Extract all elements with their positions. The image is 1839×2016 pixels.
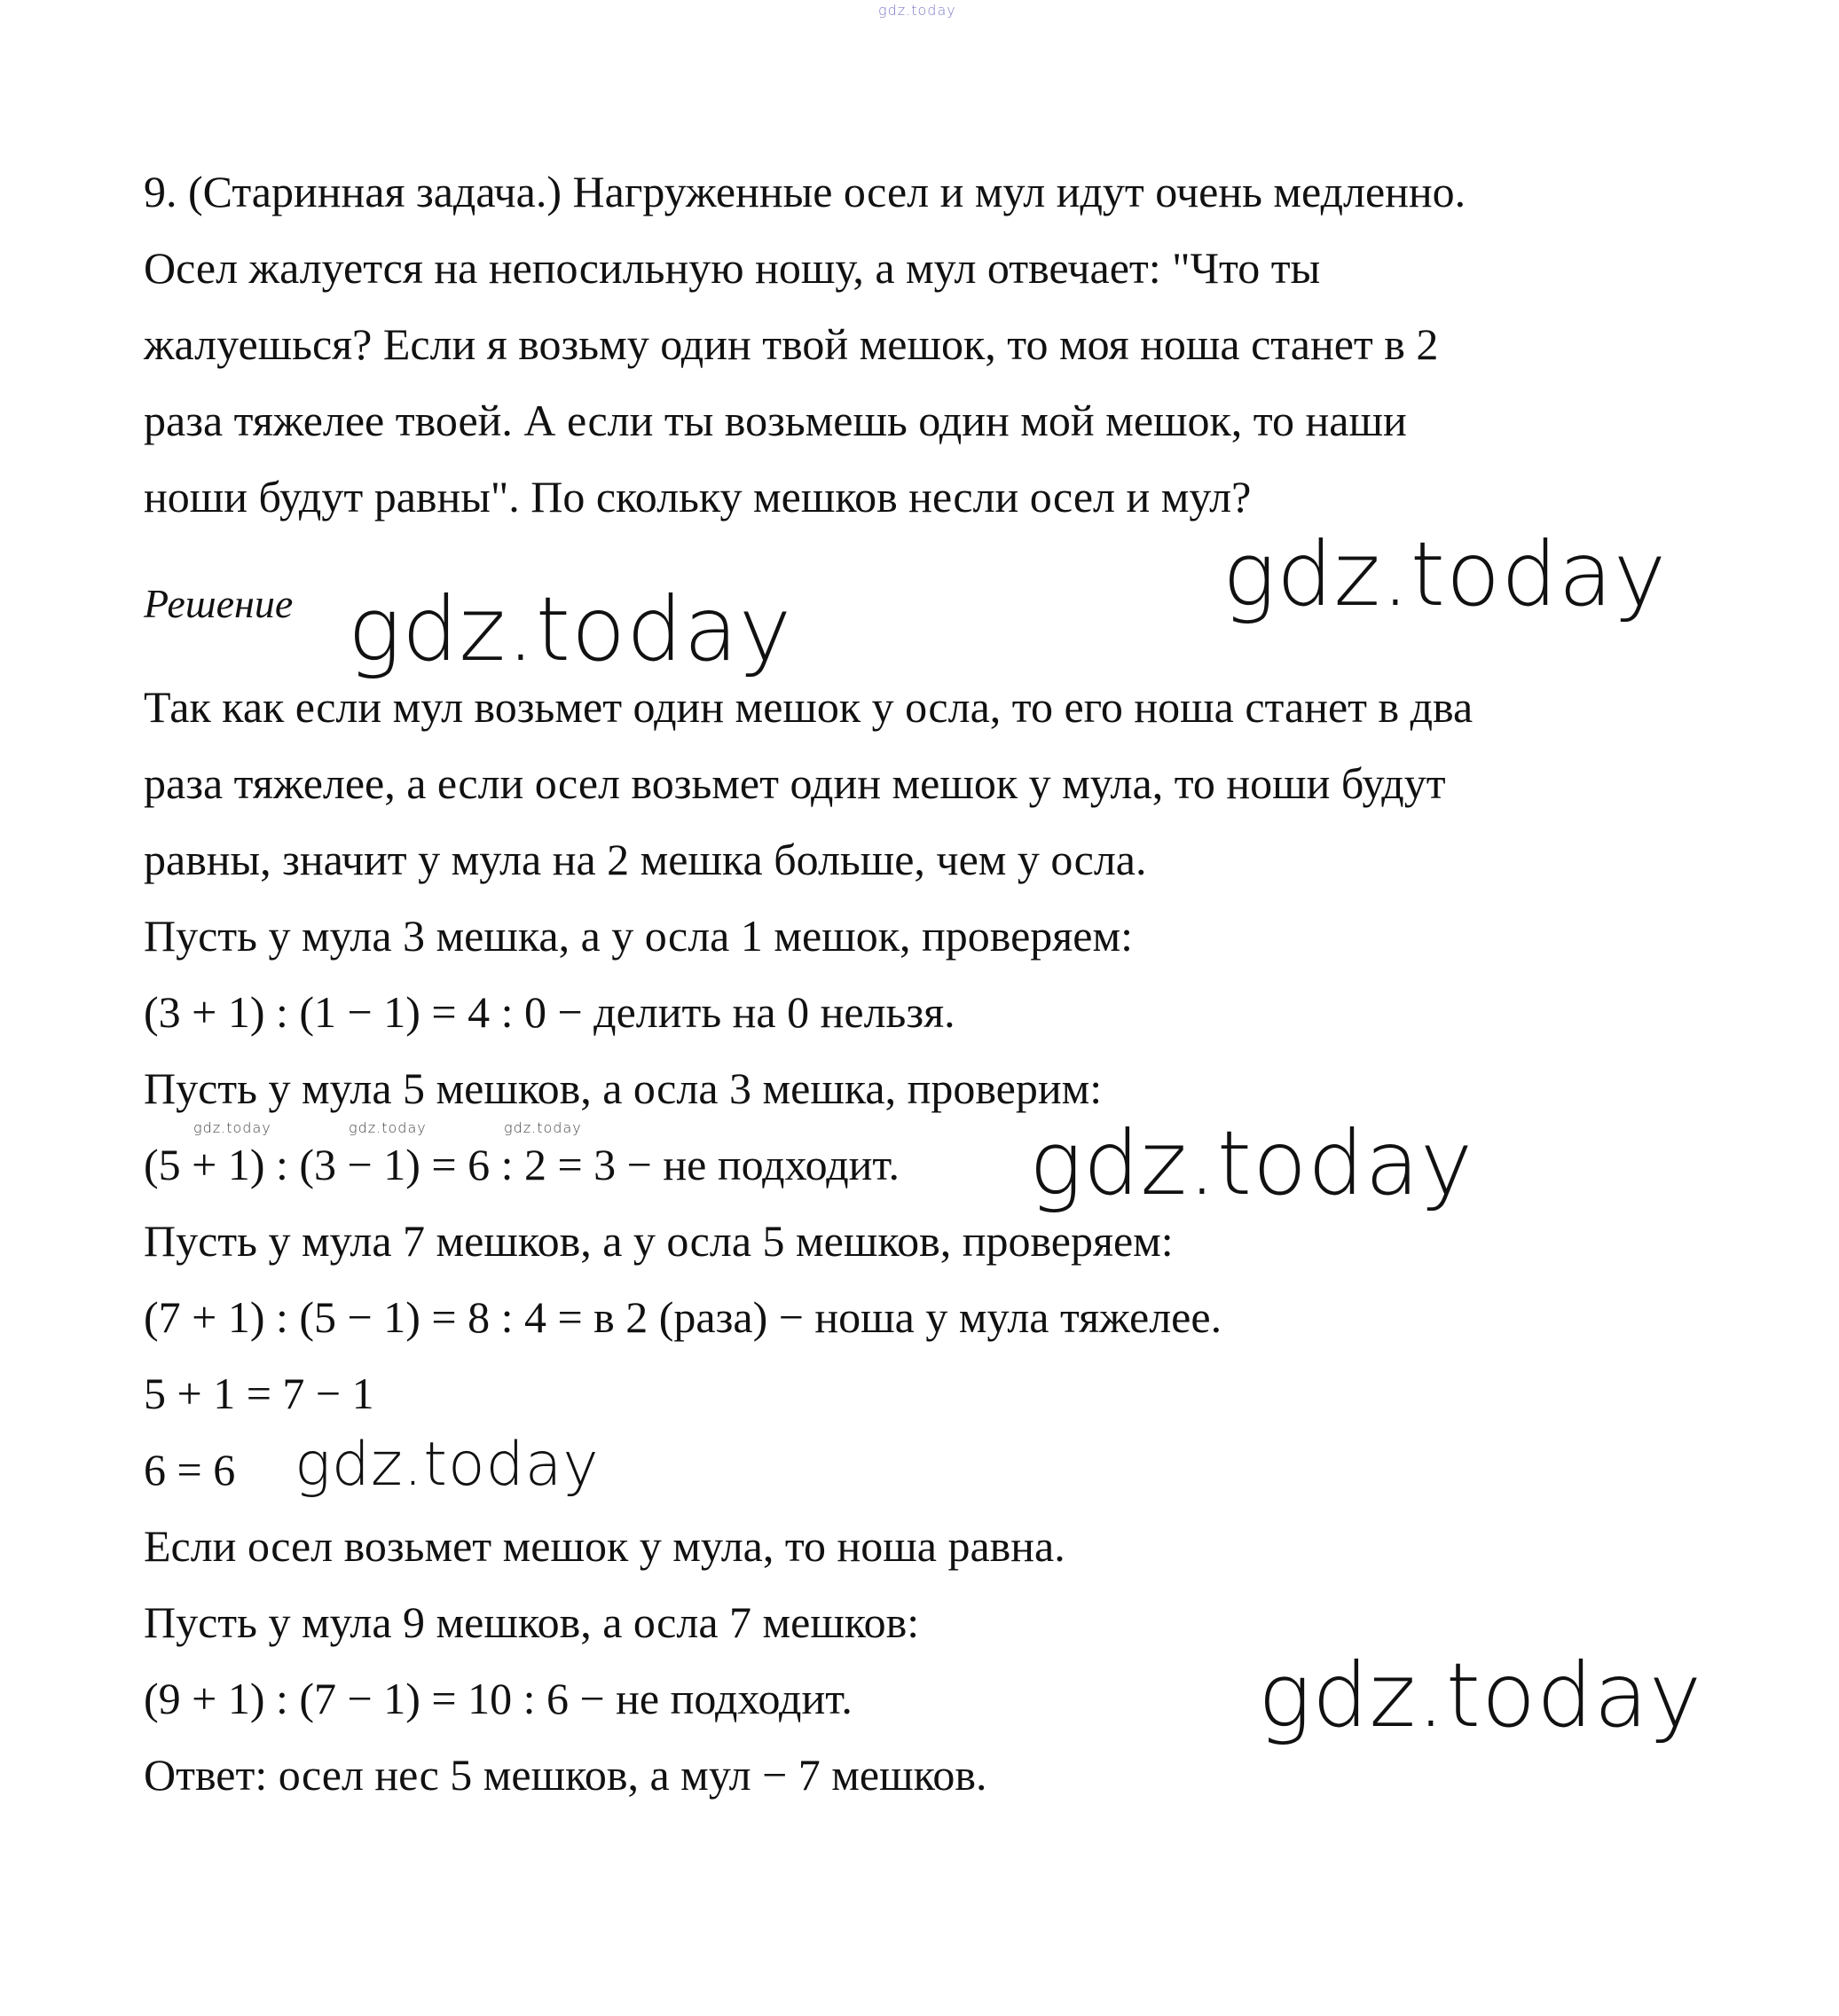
solution-line-11: 6 = 6 (144, 1445, 236, 1494)
problem-line-5: ноши будут равны". По скольку мешков несли осел и мул? (144, 472, 1252, 522)
solution-line-12: Если осел возьмет мешок у мула, то ноша равна. (144, 1521, 1065, 1571)
problem-line-4: раза тяжелее твоей. А если ты возьмешь один мой мешок, то наши (144, 396, 1407, 445)
solution-line-2: раза тяжелее, а если осел возьмет один мешок у мула, то ноши будут (144, 758, 1446, 808)
solution-line-13: Пусть у мула 9 мешков, а осла 7 мешков: (144, 1597, 920, 1647)
solution-line-5: (3 + 1) : (1 − 1) = 4 : 0 − делить на 0 нельзя. (144, 987, 955, 1037)
problem-line-2: Осел жалуется на непосильную ношу, а мул отвечает: "Что ты (144, 243, 1321, 293)
solution-line-1: Так как если мул возьмет один мешок у осла, то его ноша станет в два (144, 682, 1474, 732)
watermark-small-3: gdz.today (504, 1119, 582, 1136)
solution-label: Решение (144, 581, 294, 626)
watermark-small-1: gdz.today (193, 1119, 271, 1136)
solution-line-14: (9 + 1) : (7 − 1) = 10 : 6 − не подходит. (144, 1674, 853, 1723)
problem-line-1: 9. (Старинная задача.) Нагруженные осел и мул идут очень медленно. (144, 167, 1466, 216)
watermark-big-1: gdz.today (1222, 522, 1668, 626)
problem-line-3: жалуешься? Если я возьму один твой мешок, то моя ноша станет в 2 (144, 319, 1439, 369)
watermark-big-4: gdz.today (1258, 1643, 1703, 1747)
solution-line-10: 5 + 1 = 7 − 1 (144, 1369, 374, 1418)
solution-line-9: (7 + 1) : (5 − 1) = 8 : 4 = в 2 (раза) − ноша у мула тяжелее. (144, 1292, 1222, 1342)
watermark-big-3: gdz.today (1029, 1111, 1474, 1215)
watermark-small-2: gdz.today (349, 1119, 427, 1136)
watermark-top: gdz.today (878, 2, 956, 19)
watermark-big-2: gdz.today (348, 577, 793, 681)
solution-line-3: равны, значит у мула на 2 мешка больше, чем у осла. (144, 835, 1147, 884)
solution-line-4: Пусть у мула 3 мешка, а у осла 1 мешок, проверяем: (144, 911, 1133, 961)
solution-line-6: Пусть у мула 5 мешков, а осла 3 мешка, проверим: (144, 1063, 1103, 1113)
watermark-medium: gdz.today (295, 1430, 600, 1500)
solution-line-7: (5 + 1) : (3 − 1) = 6 : 2 = 3 − не подходит. (144, 1140, 900, 1189)
answer-line: Ответ: осел нес 5 мешков, а мул − 7 мешков. (144, 1750, 987, 1800)
solution-line-8: Пусть у мула 7 мешков, а у осла 5 мешков, проверяем: (144, 1216, 1174, 1266)
